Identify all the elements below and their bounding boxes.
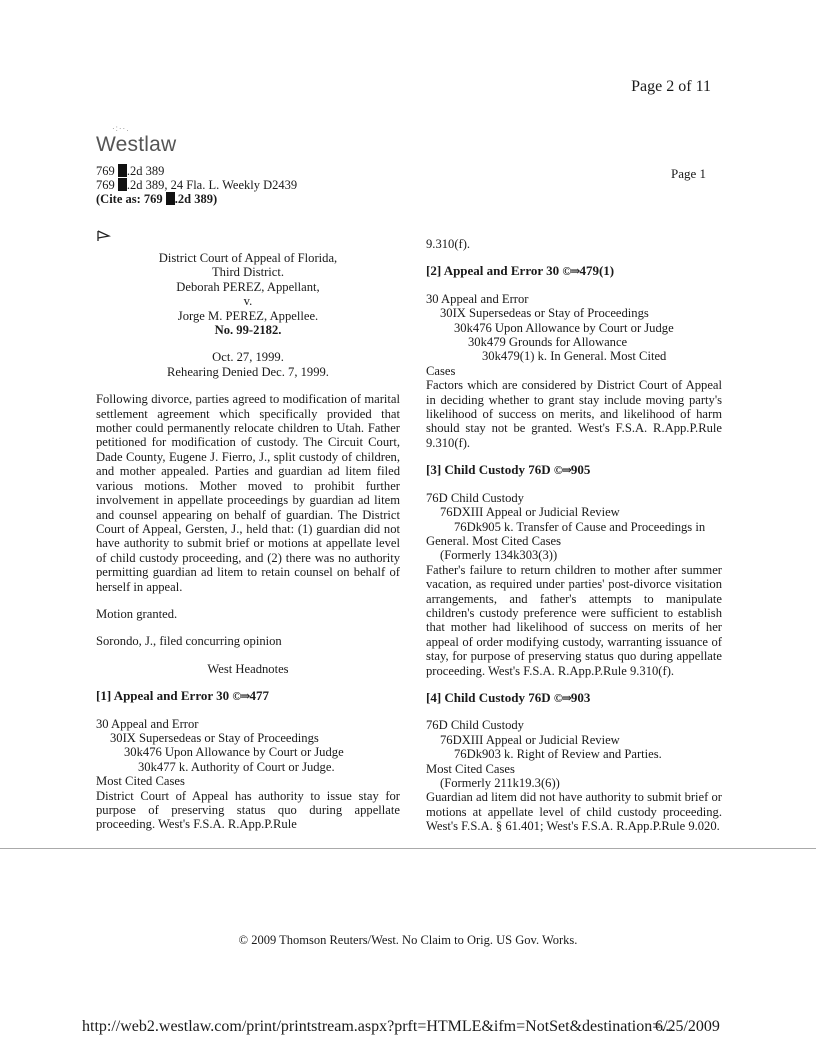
formerly-line: (Formerly 134k303(3)) <box>440 548 558 563</box>
headnotes-title: West Headnotes <box>207 661 289 676</box>
headnote-label: [2] Appeal and Error 30 <box>426 263 563 279</box>
docket-number: No. 99-2182. <box>214 323 282 338</box>
key-number: 903 <box>570 689 591 705</box>
cite-as-line <box>96 192 217 206</box>
page-count: Page 2 of 11 <box>631 78 711 95</box>
topic-line: 76DXIII Appeal or Judicial Review <box>440 505 620 520</box>
page-label: Page 1 <box>670 166 706 181</box>
topic-line: 30 Appeal and Error <box>426 291 529 306</box>
key-number: 905 <box>570 462 591 478</box>
headnote-heading <box>426 463 722 477</box>
appellant: Deborah PEREZ, Appellant, <box>176 279 320 294</box>
court-district: Third District. <box>211 265 285 280</box>
key-number-icon: ©⇒ <box>553 690 571 705</box>
topic-line: 76D Child Custody <box>426 718 524 733</box>
headnote-text: Factors which are considered by District Court of Appeal in deciding whether to grant stay include moving party's likelihood of success on merits, and likelihood of harm should stay not be granted. West's F.S.A. R.App.P.Rule 9.310(f). <box>426 378 722 450</box>
headnote-heading <box>96 689 400 703</box>
headnote-text: Father's failure to return children to mother after summer vacation, as required under parties' post-divorce visitation arrangements, and father's attempts to manipulate children's custody preference were sufficient to establish that mother had likelihood of success on merits of her appeal of order modifying custody, warranting issuance of stay, for purpose of preserving status quo during appellate proceeding. West's F.S.A. R.App.P.Rule 9.310(f). <box>426 562 722 678</box>
westlaw-logo <box>96 124 177 157</box>
headnote-1 <box>96 689 400 832</box>
decision-date: Oct. 27, 1999. <box>212 350 284 365</box>
right-column <box>426 237 722 834</box>
cite-reporter: .2d 389 <box>126 164 165 178</box>
formerly-line: (Formerly 211k19.3(6)) <box>440 776 560 790</box>
redaction-block <box>118 178 127 191</box>
topic-line: 76DXIII Appeal or Judicial Review <box>440 732 620 747</box>
left-column <box>96 237 400 832</box>
headnote-label: [1] Appeal and Error 30 <box>96 688 233 704</box>
key-number-icon: ©⇒ <box>232 689 250 704</box>
page-divider <box>0 848 816 849</box>
cite-volume: 769 <box>96 164 118 178</box>
logo-dots-icon: ·:··. <box>112 124 130 133</box>
headnote-4 <box>426 691 722 834</box>
logo-text: Westlaw <box>96 133 177 156</box>
disposition: Motion granted. <box>96 606 178 621</box>
print-url: http://web2.westlaw.com/print/printstream.aspx?prft=HTMLE&ifm=NotSet&destination=... <box>82 1018 674 1035</box>
topic-line: 30k479(1) k. In General. Most Cited <box>482 349 667 364</box>
topic-line: 30 Appeal and Error <box>96 716 199 731</box>
cite-reporter: .2d 389, 24 Fla. L. Weekly D2439 <box>126 178 298 192</box>
concurrence-note: Sorondo, J., filed concurring opinion <box>96 634 282 649</box>
headnote-continued: 9.310(f). <box>426 237 471 251</box>
cite-as-prefix: (Cite as: 769 <box>96 192 166 206</box>
key-number: 479(1) <box>579 263 615 279</box>
most-cited-cases: Most Cited Cases <box>426 761 515 776</box>
most-cited-cases: Cases <box>426 363 456 378</box>
versus: v. <box>243 294 253 309</box>
caption-block <box>96 251 400 379</box>
headnote-3 <box>426 463 722 678</box>
appellee: Jorge M. PEREZ, Appellee. <box>177 308 319 323</box>
key-number-icon: ©⇒ <box>562 264 580 279</box>
court-name: District Court of Appeal of Florida, <box>158 251 338 265</box>
headnote-heading <box>426 691 722 705</box>
topic-line: 30k477 k. Authority of Court or Judge. <box>138 759 335 774</box>
citation-line-1 <box>96 164 164 178</box>
cite-volume: 769 <box>96 178 118 192</box>
topic-line: 76Dk905 k. Transfer of Cause and Proceedings in General. Most Cited Cases <box>426 519 706 548</box>
headnote-label: [4] Child Custody 76D <box>426 689 554 705</box>
rehearing-date: Rehearing Denied Dec. 7, 1999. <box>167 364 329 379</box>
headnote-text: Guardian ad litem did not have authority to submit brief or motions at appellate level of child custody proceeding. West's F.S.A. § 61.401; West's F.S.A. R.App.P.Rule 9.020. <box>426 790 722 834</box>
topic-line: 76Dk903 k. Right of Review and Parties. <box>454 747 662 762</box>
print-date: 6/25/2009 <box>655 1018 720 1035</box>
copyright-notice: © 2009 Thomson Reuters/West. No Claim to Orig. US Gov. Works. <box>238 933 578 947</box>
topic-line: 30k479 Grounds for Allowance <box>468 335 628 350</box>
cite-reporter: .2d 389) <box>174 192 218 206</box>
citation-line-2 <box>96 178 297 192</box>
topic-line: 76D Child Custody <box>426 490 524 505</box>
headnote-label: [3] Child Custody 76D <box>426 462 554 478</box>
most-cited-cases: Most Cited Cases <box>96 774 185 789</box>
synopsis: Following divorce, parties agreed to modification of marital settlement agreement which specifically provided that mother could permanently relocate children to Utah. Father petitioned for modification of custody. The Circuit Court, Dade County, Eugene J. Fierro, J., split custody of children, and mother appealed. Parties and guardian ad litem filed various motions. Mother moved to prohibit further involvement in appellate proceedings by guardian ad litem and counsel appearing on behalf of guardian. The District Court of Appeal, Gersten, J., held that: (1) guardian did not have authority to submit brief or motions at appellate level of child custody proceeding, and (2) there was no authority permitting guardian ad litem to retain counsel on behalf of herself in appeal. <box>96 392 400 594</box>
topic-line: 30k476 Upon Allowance by Court or Judge <box>124 745 344 760</box>
key-number-icon: ©⇒ <box>553 463 571 478</box>
headnote-text: District Court of Appeal has authority to issue stay for purpose of preserving status quo during appellate proceeding. West's F.S.A. R.App.P.Rule <box>96 788 400 832</box>
redaction-block <box>166 192 175 205</box>
topic-line: 30IX Supersedeas or Stay of Proceedings <box>440 306 649 321</box>
headnote-heading <box>426 264 722 278</box>
redaction-block <box>118 164 127 177</box>
topic-line: 30k476 Upon Allowance by Court or Judge <box>454 320 674 335</box>
topic-line: 30IX Supersedeas or Stay of Proceedings <box>110 730 319 745</box>
key-number: 477 <box>249 688 269 704</box>
headnote-2 <box>426 264 722 450</box>
